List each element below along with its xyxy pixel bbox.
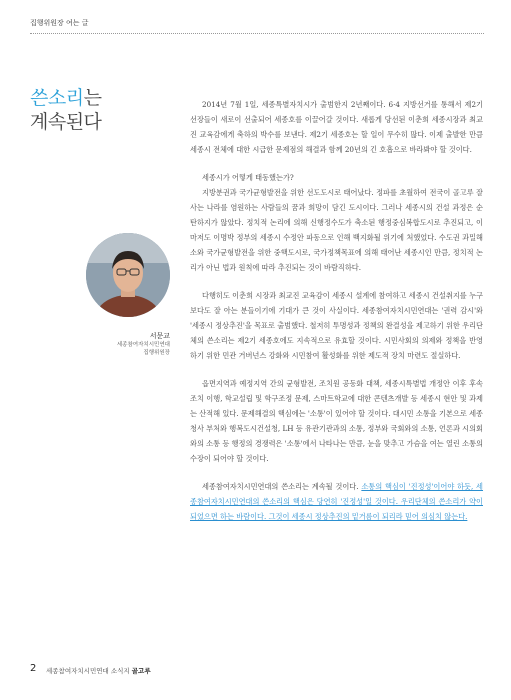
footer-text: 세종참여자치시민연대 소식지 bbox=[46, 667, 130, 675]
closing-highlight: 소통의 핵심이 '진정성'이어야 하듯, 세종참여자치시민연대의 쓴소리의 핵심은 당연히 '진정성'일 것이다. 우리단체의 쓴소리가 약이 되었으면 하는 바람이다. 그것이 세종시 정상추진의 밑거름이 되리라 믿어 의심치 않는다. bbox=[190, 482, 484, 521]
author-photo bbox=[86, 233, 170, 317]
paragraph-issues: 읍면지역과 예정지역 간의 균형발전, 조치원 공동화 대책, 세종시특별법 개정안 이후 후속조치 이행, 학교설립 및 학구조정 문제, 스마트학교에 대한 콘텐츠개발 등 세종시 현안 및 과제는 산적해 있다. 문제해결의 핵심에는 '소통'이 있어야 할 것이다. 대시민 소통을 기본으로 세종청사 부처와 행복도시건설청, LH 등 유관기관과의 소통, 정부와 국회와의 소통, 언론과 시의회와의 소통 등 행정의 경쟁력은 '소통'에서 나타나는 만큼, 눈을 맞추고 가슴을 여는 열린 소통의 수장이 되어야 할 것이다. bbox=[190, 379, 483, 463]
author-info bbox=[110, 331, 170, 357]
title-highlight: 쓴소리 bbox=[30, 87, 84, 109]
section-label: 집행위원장 여는 글 bbox=[30, 19, 89, 27]
closing-plain: 세종참여자치시민연대의 쓴소리는 계속될 것이다. bbox=[202, 482, 362, 491]
article-title bbox=[30, 86, 140, 134]
author-photo-image bbox=[86, 233, 170, 317]
paragraph-origin: 지방분권과 국가균형발전을 위한 선도도시로 태어났다. 정파를 초월하여 전국이 골고루 잘사는 나라를 염원하는 사람들의 꿈과 희망이 담긴 도시이다. 그러나 세종시의 건설 과정은 순탄하지가 않았다. 정치적 논리에 의해 신행정수도가 축소된 행정중심복합도시로 추진되고, 이마저도 이명박 정부의 세종시 수정안 파동으로 인해 백지화될 위기에 처했었다. 수도권 과밀해소와 국가균형발전을 위한 중핵도시로, 국가정책목표에 의해 태어난 세종시인 만큼, 정치적 논리가 아닌 법과 원칙에 따라 추진되는 것이 바람직하다. bbox=[190, 188, 483, 272]
footer-publication bbox=[46, 666, 151, 675]
author-role: 집행위원장 bbox=[143, 350, 170, 356]
article-body bbox=[190, 97, 483, 537]
page-number: 2 bbox=[30, 663, 37, 674]
paragraph-closing bbox=[190, 479, 483, 524]
author-name: 서문교 bbox=[149, 332, 170, 340]
title-line1-rest: 는 bbox=[83, 87, 102, 109]
top-divider bbox=[30, 33, 484, 34]
paragraph-question: 세종시가 어떻게 태동했는가? bbox=[202, 173, 294, 182]
footer-brand: 골고루 bbox=[131, 667, 151, 675]
paragraph-intro: 2014년 7월 1일, 세종특별자치시가 출범한지 2년째이다. 6·4 지방선거를 통해서 제2기 선장들이 새로이 선출되어 세종호를 이끌어갈 것이다. 새롭게 당선된 이춘희 세종시장과 최교진 교육감에게 축하의 박수를 보낸다. 제2기 세종호는 할 일이 무수히 많다. 이제 출발한 만큼 세종시 전체에 대한 시급한 문제점의 해결과 함께 20년의 긴 호흡으로 바라봐야 할 것이다. bbox=[190, 100, 483, 154]
title-line2: 계속된다 bbox=[30, 111, 102, 133]
paragraph-expectation: 다행히도 이춘희 시장과 최교진 교육감이 세종시 설계에 참여하고 세종시 건설취지를 누구보다도 잘 아는 분들이기에 기대가 큰 것이 사실이다. 세종참여자치시민연대는 '권력 감시'와 '세종시 정상추진'을 목표로 출범했다. 철저히 투명성과 정책의 완결성을 제고하기 위한 우리단체의 쓴소리는 제2기 세종호에도 지속적으로 유효할 것이다. 시민사회의 의제와 정책을 반영하기 위한 민관 거버넌스 강화와 시민참여 활성화를 위한 제도적 장치 마련도 절실하다. bbox=[190, 291, 483, 360]
author-org: 세종참여자치시민연대 bbox=[116, 342, 170, 348]
